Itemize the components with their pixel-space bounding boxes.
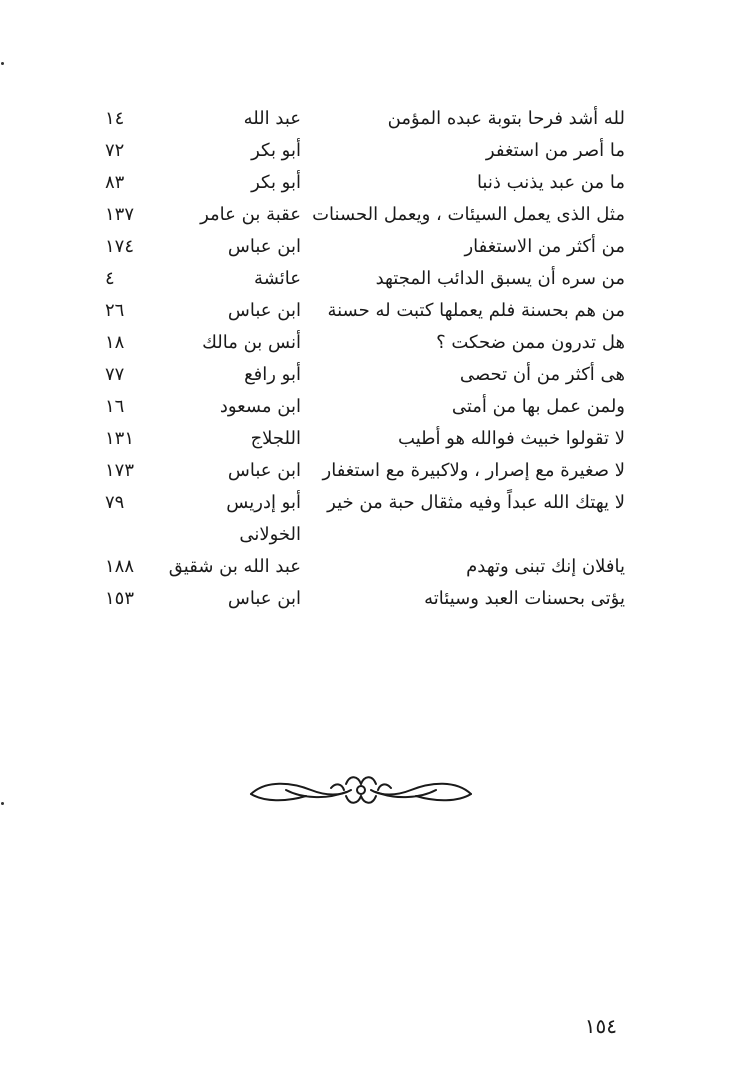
index-row	[95, 263, 625, 295]
narrator: اللجلاج	[250, 428, 301, 449]
narrator: ابن عباس	[227, 236, 301, 257]
hadith-text: ما أصر من استغفر	[485, 140, 625, 161]
page-ref: ١٨٨	[105, 556, 135, 577]
index-row	[95, 327, 625, 359]
hadith-text: ولمن عمل بها من أمتى	[451, 396, 625, 417]
page-number: ١٥٤	[584, 1014, 617, 1038]
narrator: ابن مسعود	[219, 396, 301, 417]
narrator: أبو بكر	[251, 140, 301, 161]
hadith-text: من هم بحسنة فلم يعملها كتبت له حسنة	[327, 300, 625, 321]
hadith-text: لا تقولوا خبيث فوالله هو أطيب	[398, 428, 625, 449]
page-ref: ١٣١	[105, 428, 135, 449]
hadith-text: لا يهتك الله عبداً وفيه مثقال حبة من خير	[327, 492, 625, 513]
hadith-text: يافلان إنك تبنى وتهدم	[466, 556, 625, 577]
page-ref: ٢٦	[105, 300, 125, 321]
hadith-text: ما من عبد يذنب ذنبا	[476, 172, 625, 193]
index-row	[95, 583, 625, 615]
hadith-index-table	[95, 103, 625, 615]
index-row	[95, 391, 625, 423]
page-ref: ١٧٣	[105, 460, 135, 481]
page-ref: ١٥٣	[105, 588, 135, 609]
page-ref: ١٦	[105, 396, 125, 417]
index-row	[95, 423, 625, 455]
hadith-text: هل تدرون ممن ضحكت ؟	[436, 332, 625, 353]
index-row	[95, 167, 625, 199]
narrator: عائشة	[254, 268, 301, 289]
index-row	[95, 135, 625, 167]
page-ref: ٧٢	[105, 140, 125, 161]
narrator: أبو إدريس الخولانى	[226, 492, 301, 545]
hadith-text: من أكثر من الاستغفار	[464, 236, 625, 257]
edge-mark	[1, 802, 4, 805]
narrator: أبو رافع	[244, 364, 301, 385]
narrator: عقبة بن عامر	[200, 204, 301, 225]
index-row	[95, 359, 625, 391]
hadith-text: لله أشد فرحا بتوبة عبده المؤمن	[387, 108, 625, 129]
index-row	[95, 231, 625, 263]
hadith-text: يؤتى بحسنات العبد وسيئاته	[424, 588, 625, 609]
hadith-text: لا صغيرة مع إصرار ، ولاكبيرة مع استغفار	[322, 460, 625, 481]
hadith-text: مثل الذى يعمل السيئات ، ويعمل الحسنات	[312, 204, 625, 225]
edge-mark	[1, 62, 4, 65]
narrator: عبد الله	[243, 108, 301, 129]
narrator: عبد الله بن شقيق	[168, 556, 301, 577]
page-ref: ١٧٤	[105, 236, 135, 257]
narrator: أنس بن مالك	[202, 332, 301, 353]
page-ref: ١٣٧	[105, 204, 135, 225]
index-row	[95, 199, 625, 231]
narrator: ابن عباس	[227, 460, 301, 481]
page-ref: ٤	[105, 268, 115, 289]
narrator: ابن عباس	[227, 300, 301, 321]
page-ref: ٧٧	[105, 364, 125, 385]
index-row	[95, 487, 625, 551]
page-ref: ٧٩	[105, 492, 125, 513]
narrator: ابن عباس	[227, 588, 301, 609]
index-row	[95, 103, 625, 135]
page-ref: ١٨	[105, 332, 125, 353]
ornamental-scroll-divider-icon	[246, 770, 476, 810]
page-ref: ٨٣	[105, 172, 125, 193]
index-row	[95, 295, 625, 327]
narrator: أبو بكر	[251, 172, 301, 193]
page-ref: ١٤	[105, 108, 125, 129]
hadith-text: من سره أن يسبق الدائب المجتهد	[375, 268, 625, 289]
hadith-text: هى أكثر من أن تحصى	[459, 364, 625, 385]
index-row	[95, 455, 625, 487]
index-row	[95, 551, 625, 583]
